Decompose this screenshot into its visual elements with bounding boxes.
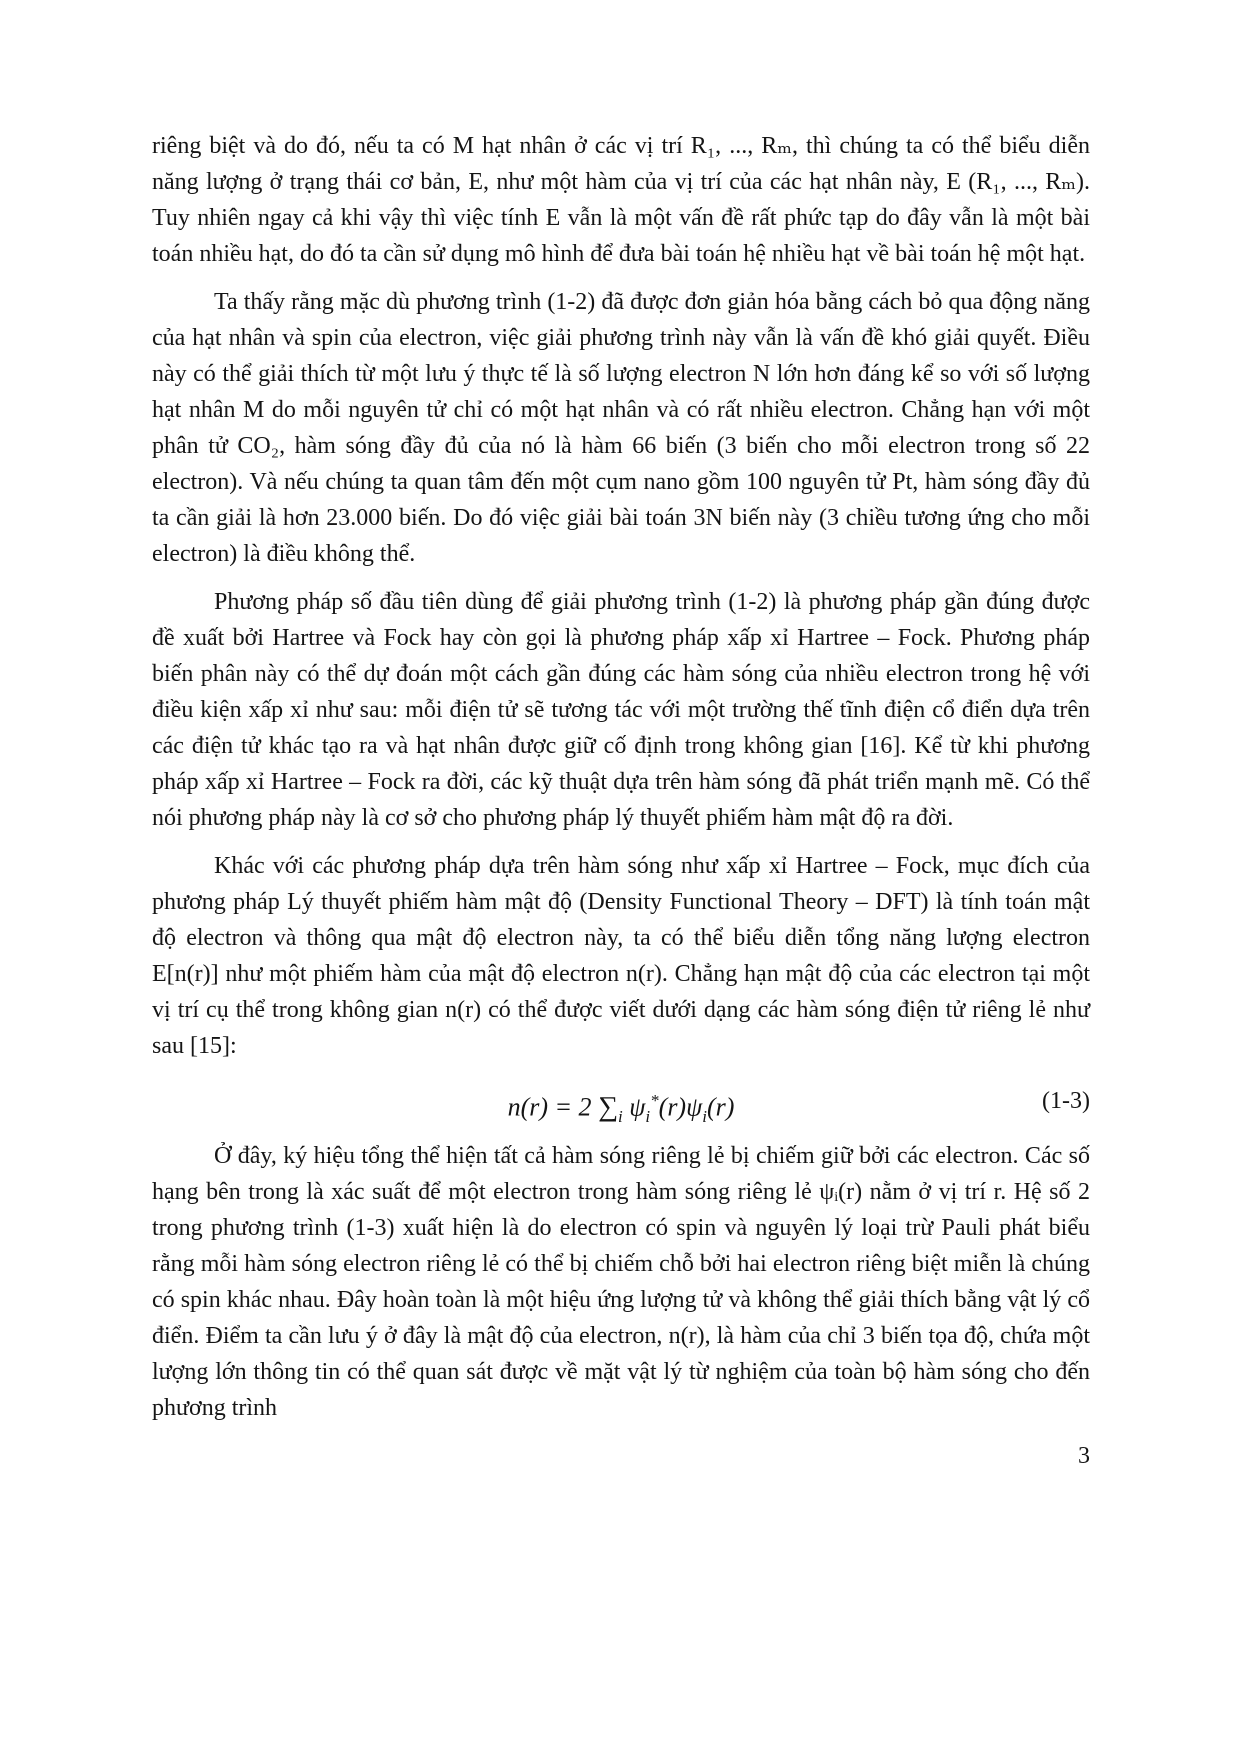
paragraph: Khác với các phương pháp dựa trên hàm sóng như xấp xỉ Hartree – Fock, mục đích của phương pháp Lý thuyết phiếm hàm mật độ (Density Functional Theory – DFT) là tính toán mật độ electron và thông qua mật độ electron này, ta có thể biểu diễn tổng năng lượng electron E[n(r)] như một phiếm hàm của mật độ electron n(r). Chẳng hạn mật độ của các electron tại một vị trí cụ thể trong không gian n(r) có thể được viết dưới dạng các hàm sóng điện tử riêng lẻ như sau [15]: — [152, 853, 1090, 1059]
paragraph: Ta thấy rằng mặc dù phương trình (1-2) đã được đơn giản hóa bằng cách bỏ qua động năng của hạt nhân và spin của electron, việc giải phương trình này vẫn là vấn đề khó giải quyết. Điều này có thể giải thích từ một lưu ý thực tế là số lượng electron N lớn hơn đáng kể so với số lượng hạt nhân M do mỗi nguyên tử chỉ có một hạt nhân và có rất nhiều electron. Chẳng hạn với một phân tử CO₂, hàm sóng đầy đủ của nó là hàm 66 biến (3 biến cho mỗi electron trong số 22 electron). Và nếu chúng ta quan tâm đến một cụm nano gồm 100 nguyên tử Pt, hàm sóng đầy đủ ta cần giải là hơn 23.000 biến. Do đó việc giải bài toán 3N biến này (3 chiều tương ứng cho mỗi electron) là điều không thể. — [152, 289, 1090, 567]
paragraph-continuation: riêng biệt và do đó, nếu ta có M hạt nhân ở các vị trí R₁, ..., Rₘ, thì chúng ta có thể biểu diễn năng lượng ở trạng thái cơ bản, E, như một hàm của vị trí của các hạt nhân này, E (R₁, ..., Rₘ). Tuy nhiên ngay cả khi vậy thì việc tính E vẫn là một vấn đề rất phức tạp do đây vẫn là một bài toán nhiều hạt, do đó ta cần sử dụng mô hình để đưa bài toán hệ nhiều hạt về bài toán hệ một hạt. — [152, 133, 1090, 267]
equation-arg: (r) — [706, 1092, 735, 1122]
equation-lhs: n(r) = 2 — [507, 1092, 599, 1122]
paragraph: Phương pháp số đầu tiên dùng để giải phương trình (1-2) là phương pháp gần đúng được đề xuất bởi Hartree và Fock hay còn gọi là phương pháp xấp xỉ Hartree – Fock. Phương pháp biến phân này có thể dự đoán một cách gần đúng các hàm sóng của nhiều electron trong hệ với điều kiện xấp xỉ như sau: mỗi điện tử sẽ tương tác với một trường thế tĩnh điện cổ điển dựa trên các điện tử khác tạo ra và hạt nhân được giữ cố định trong không gian [16]. Kể từ khi phương pháp xấp xỉ Hartree – Fock ra đời, các kỹ thuật dựa trên hàm sóng đã phát triển mạnh mẽ. Có thể nói phương pháp này là cơ sở cho phương pháp lý thuyết phiếm hàm mật độ ra đời. — [152, 589, 1090, 831]
equation-arg: (r)ψ — [658, 1092, 703, 1122]
summation-symbol: ∑ — [598, 1091, 619, 1123]
psi-conjugate-star: * — [650, 1091, 659, 1110]
paragraph: Ở đây, ký hiệu tổng thể hiện tất cả hàm sóng riêng lẻ bị chiếm giữ bởi các electron. Các số hạng bên trong là xác suất để một electron trong hàm sóng riêng lẻ ψᵢ(r) nằm ở vị trí r. Hệ số 2 trong phương trình (1-3) xuất hiện là do electron có spin và nguyên lý loại trừ Pauli phát biểu rằng mỗi hàm sóng electron riêng lẻ có thể bị chiếm chỗ bởi hai electron riêng biệt miễn là chúng có spin khác nhau. Đây hoàn toàn là một hiệu ứng lượng tử và không thể giải thích bằng vật lý cổ điển. Điểm ta cần lưu ý ở đây là mật độ của electron, n(r), là hàm của chỉ 3 biến tọa độ, chứa một lượng lớn thông tin có thể quan sát được về mặt vật lý từ nghiệm của toàn bộ hàm sóng cho đến phương trình — [152, 1143, 1090, 1421]
equation-number: (1-3) — [1042, 1088, 1090, 1114]
page-number: 3 — [1078, 1443, 1090, 1469]
summation-index: i — [618, 1106, 623, 1126]
equation-psi: ψ — [622, 1092, 646, 1122]
psi-index: i — [702, 1106, 707, 1126]
equation-expression — [152, 1078, 1090, 1140]
equation-block — [152, 1078, 1090, 1124]
psi-index: i — [645, 1106, 651, 1126]
